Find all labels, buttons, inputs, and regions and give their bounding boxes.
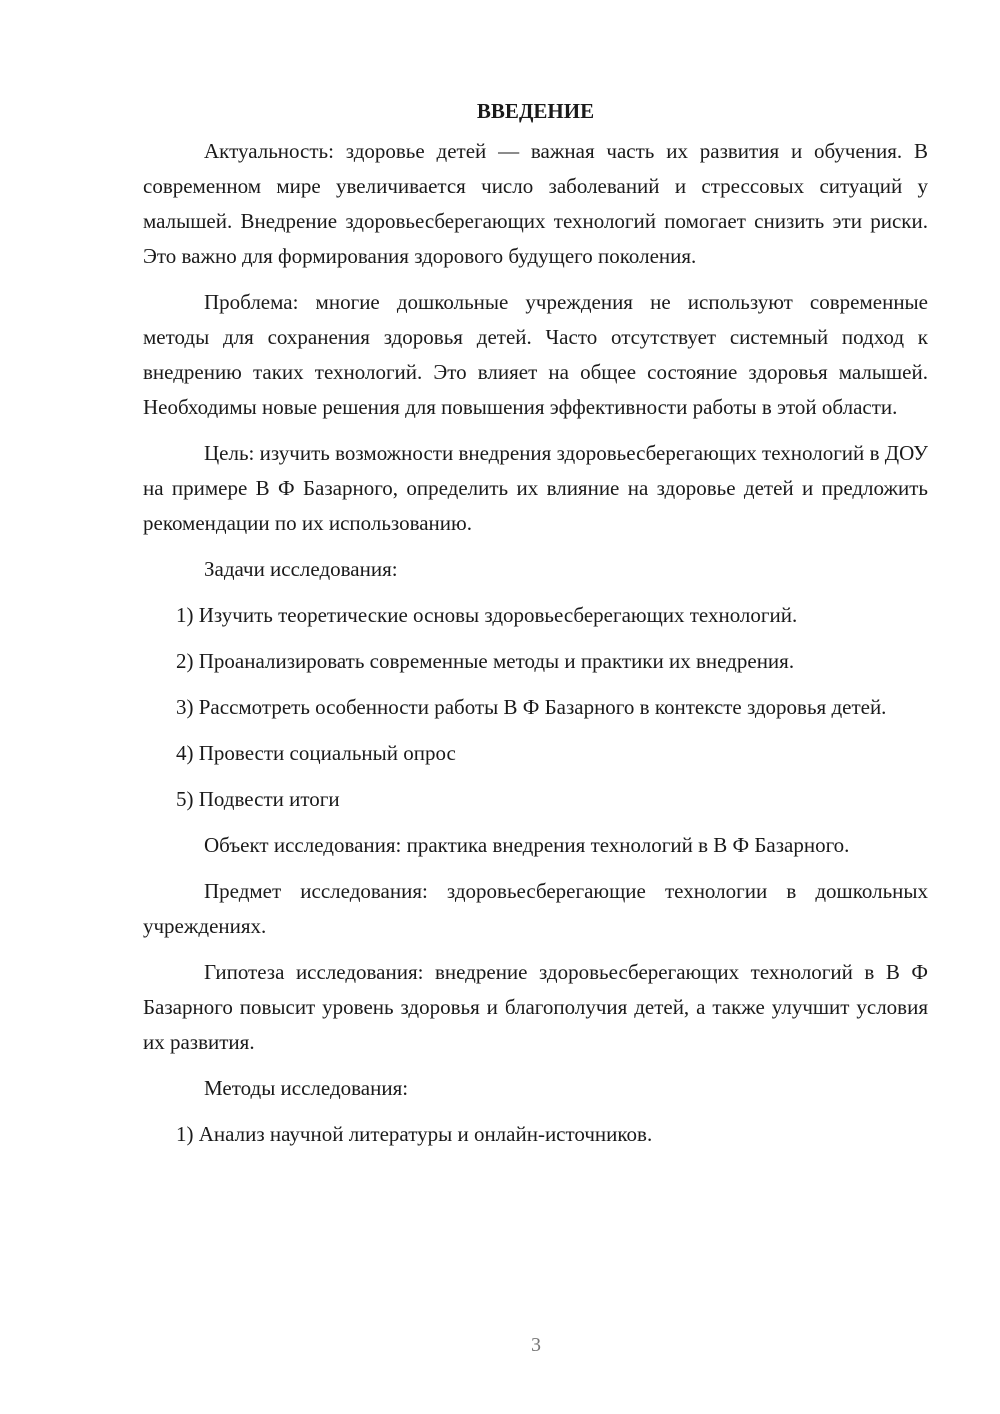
task-item: 3) Рассмотреть особенности работы В Ф Базарного в контексте здоровья детей. xyxy=(176,695,887,719)
hypothesis-paragraph: Гипотеза исследования: внедрение здоровьесберегающих технологий в В Ф Базарного повысит уровень здоровья и благополучия детей, а также улучшит условия их развития. xyxy=(143,960,928,1054)
page-title: ВВЕДЕНИЕ xyxy=(476,99,595,123)
goal-paragraph: Цель: изучить возможности внедрения здоровьесберегающих технологий в ДОУ на примере В Ф Базарного, определить их влияние на здоровье детей и предложить рекомендации по их использованию. xyxy=(143,441,928,535)
methods-heading: Методы исследования: xyxy=(204,1076,409,1100)
method-item: 1) Анализ научной литературы и онлайн-источников. xyxy=(176,1122,653,1146)
task-item: 2) Проанализировать современные методы и практики их внедрения. xyxy=(176,649,795,673)
page-number: 3 xyxy=(531,1334,541,1356)
object-paragraph: Объект исследования: практика внедрения технологий в В Ф Базарного. xyxy=(204,833,850,857)
task-item: 4) Провести социальный опрос xyxy=(176,741,456,765)
tasks-heading: Задачи исследования: xyxy=(204,557,398,581)
page-content xyxy=(143,96,928,1163)
task-item: 5) Подвести итоги xyxy=(176,787,340,811)
task-item: 1) Изучить теоретические основы здоровьесберегающих технологий. xyxy=(176,603,798,627)
subject-paragraph: Предмет исследования: здоровьесберегающие технологии в дошкольных учреждениях. xyxy=(143,879,928,938)
relevance-paragraph: Актуальность: здоровье детей — важная часть их развития и обучения. В современном мире увеличивается число заболеваний и стрессовых ситуаций у малышей. Внедрение здоровьесберегающих технологий помогает снизить эти риски. Это важно для формирования здорового будущего поколения. xyxy=(143,139,928,268)
problem-paragraph: Проблема: многие дошкольные учреждения не используют современные методы для сохранения здоровья детей. Часто отсутствует системный подход к внедрению таких технологий. Это влияет на общее состояние здоровья малышей. Необходимы новые решения для повышения эффективности работы в этой области. xyxy=(143,290,928,419)
